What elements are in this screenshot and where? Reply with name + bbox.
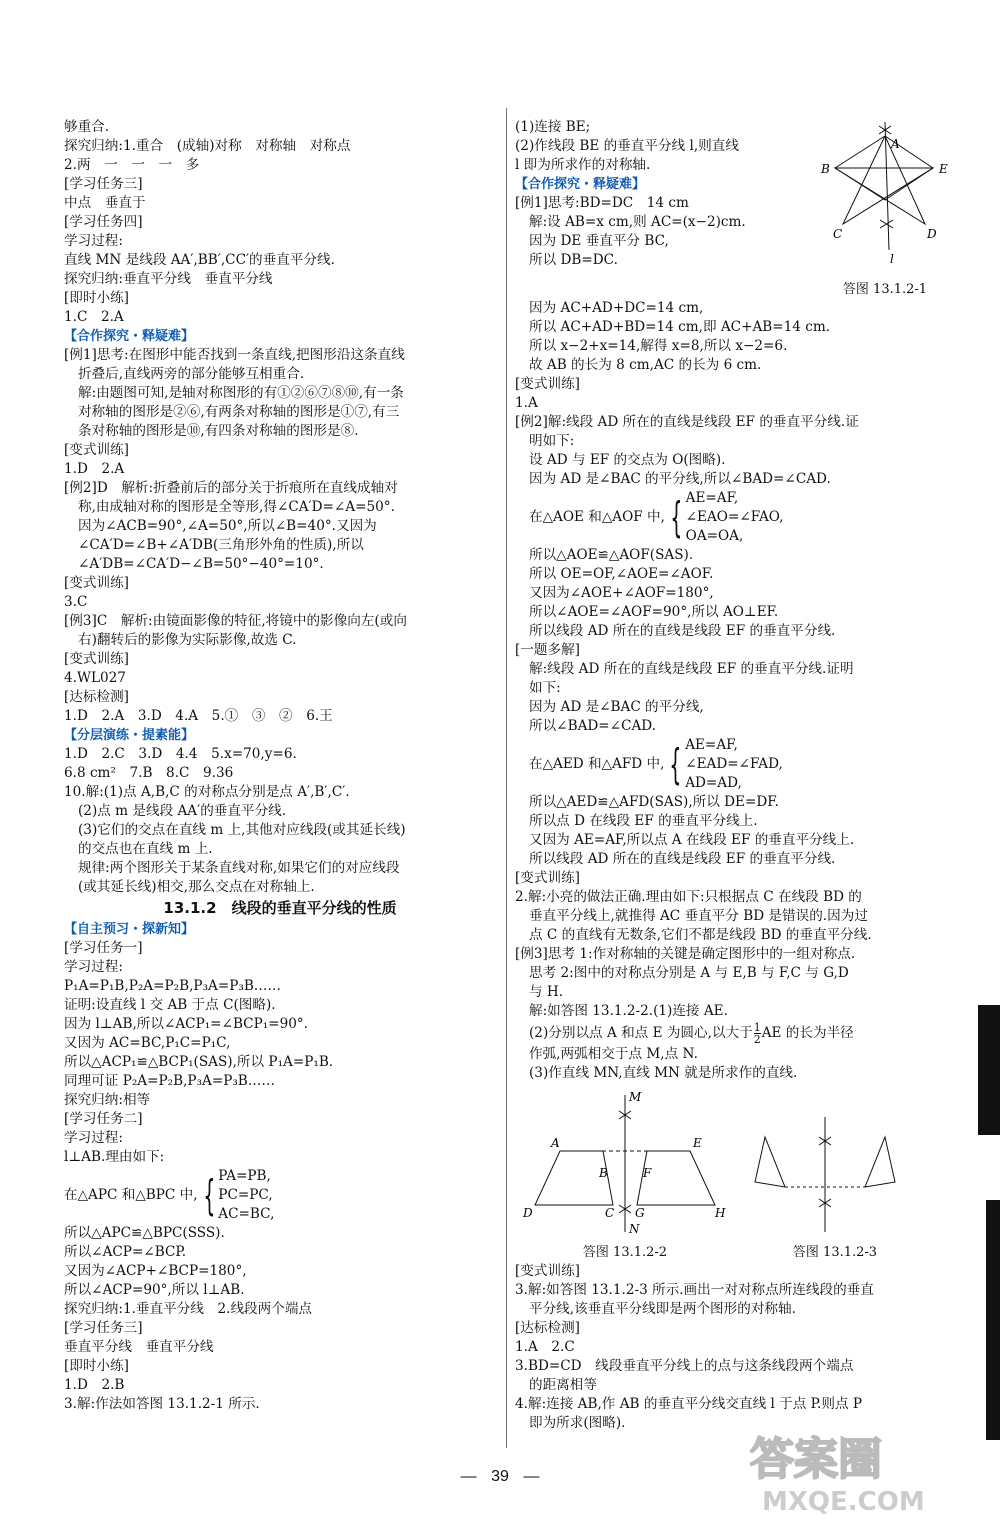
text-line: 所以△APC≌△BPC(SSS). (64, 1225, 225, 1241)
fraction-one-half (754, 1022, 761, 1045)
text-line: 所以 AC+AD+BD=14 cm,即 AC+AB=14 cm. (529, 319, 831, 335)
text-line: 所以点 D 在线段 EF 的垂直平分线上. (529, 813, 758, 829)
brace-line: OA=OA, (685, 528, 744, 544)
figure-caption: 答图 13.1.2-3 (792, 1245, 878, 1260)
text-line: 即为所求(图略). (529, 1415, 626, 1431)
text-line: 所以∠ACP=∠BCP. (64, 1244, 187, 1260)
text-line: [例3]C 解析:由镜面影像的特征,将镜中的影像向左(或向 (64, 613, 407, 629)
text-line: [达标检测] (515, 1320, 580, 1336)
text-line: 探究归纳:1.重合 (成轴)对称 对称轴 对称点 (64, 138, 351, 154)
text-line: 【分层演练・提素能】 (64, 728, 195, 743)
text-line: 所以 x−2+x=14,解得 x=8,所以 x−2=6. (529, 338, 788, 354)
brace-prefix: 在△AOE 和△AOF 中, (529, 509, 665, 525)
text-line: [变式训练] (64, 651, 129, 667)
text-line: 4.解:连接 AB,作 AB 的垂直平分线交直线 l 于点 P.则点 P (515, 1396, 863, 1412)
text-line: 点 C 的直线有无数条,它们不都是线段 BD 的垂直平分线. (529, 927, 872, 943)
text-line: 条对称轴的图形是⑩,有四条对称轴的图形是⑧. (78, 423, 359, 439)
fig2-label-c: C (605, 1206, 615, 1220)
fig2-label-g: G (635, 1206, 645, 1220)
fig2-label-m: M (629, 1090, 642, 1104)
text-line: 平分线,该垂直平分线即是两个图形的对称轴. (529, 1301, 796, 1317)
text-line: 与 H. (529, 984, 564, 1000)
text-line: [学习任务三] (64, 176, 143, 192)
right-block-2 (515, 299, 955, 489)
right-block-4 (515, 793, 955, 1021)
brace-line: AD=AD, (685, 775, 742, 791)
right-block-3 (515, 546, 955, 736)
brace-line: AE=AF, (685, 737, 738, 753)
text-line: 探究归纳:1.垂直平分线 2.线段两个端点 (64, 1301, 313, 1317)
text-line: 因为 l⊥AB,所以∠ACP₁=∠BCP₁=90°. (64, 1016, 308, 1032)
figure-13-1-2-3-drawing (735, 1087, 935, 1237)
text-line: 1.D 2.A (64, 461, 125, 477)
fraction-line-suffix: AE 的长为半径 (761, 1025, 854, 1041)
fraction-numerator: 1 (753, 1021, 761, 1034)
fig1-label-a: A (891, 137, 900, 151)
text-line: 所以∠AOE=∠AOF=90°,所以 AO⊥EF. (529, 604, 779, 620)
text-line: 如下: (529, 680, 561, 696)
text-line: [一题多解] (515, 642, 580, 658)
left-block-3 (64, 1224, 496, 1414)
text-line: l⊥AB.理由如下: (64, 1149, 165, 1165)
text-line: 1.D 2.C 3.D 4.4 5.x=70,y=6. (64, 746, 297, 762)
brace-line: AE=AF, (685, 490, 739, 506)
fig2-label-a: A (551, 1136, 560, 1150)
text-line: 学习过程: (64, 233, 123, 249)
text-line: 【合作探究・释疑难】 (515, 177, 646, 192)
text-line: ∠CA′D=∠B+∠A′DB(三角形外角的性质),所以 (78, 537, 364, 553)
brace-system-1 (64, 1167, 496, 1224)
left-brace-symbol: { (670, 492, 683, 542)
text-line: 规律:两个图形关于某条直线对称,如果它们的对应线段 (78, 860, 400, 876)
fig2-label-f: F (643, 1166, 652, 1180)
text-line: 同理可证 P₂A=P₂B,P₃A=P₃B…… (64, 1073, 275, 1089)
text-line: 解:如答图 13.1.2-2.(1)连接 AE. (529, 1003, 728, 1019)
text-line: [例3]思考 1:作对称轴的关键是确定图形中的一组对称点. (515, 946, 856, 962)
text-line: 因为 AC+AD+DC=14 cm, (529, 300, 704, 316)
text-line: 所以∠BAD=∠CAD. (529, 718, 657, 734)
text-line: (3)作直线 MN,直线 MN 就是所求作的直线. (529, 1065, 798, 1081)
text-line: 设 AD 与 EF 的交点为 O(图略). (529, 452, 726, 468)
brace-line: PC=PC, (218, 1187, 273, 1203)
fraction-denominator: 2 (753, 1033, 761, 1045)
figure-13-1-2-3 (735, 1087, 935, 1262)
text-line: 垂直平分线 垂直平分线 (64, 1339, 214, 1355)
text-line: 作弧,两弧相交于点 M,点 N. (529, 1046, 698, 1062)
text-line: 2.解:小亮的做法正确.理由如下:只根据点 C 在线段 BD 的 (515, 889, 862, 905)
brace-line: ∠EAD=∠FAD, (685, 756, 783, 772)
text-line: 探究归纳:相等 (64, 1092, 151, 1108)
page-edge-shadow (986, 1200, 1000, 1440)
text-line: 解:设 AB=x cm,则 AC=(x−2)cm. (529, 214, 746, 230)
left-block-2 (64, 920, 496, 1167)
page-number (455, 1468, 545, 1486)
text-line: 解:由题图可知,是轴对称图形的有①②⑥⑦⑧⑩,有一条 (78, 385, 404, 401)
fig2-label-b: B (599, 1166, 608, 1180)
text-line: 因为∠ACB=90°,∠A=50°,所以∠B=40°.又因为 (78, 518, 377, 534)
text-line: [变式训练] (515, 870, 580, 886)
text-line: 【合作探究・释疑难】 (64, 329, 195, 344)
text-line: (1)连接 BE; (515, 119, 591, 135)
text-line: 3.BD=CD 线段垂直平分线上的点与这条线段两个端点 (515, 1358, 854, 1374)
text-line: 又因为 AE=AF,所以点 A 在线段 EF 的垂直平分线上. (529, 832, 855, 848)
right-block-1 (515, 118, 815, 299)
page-edge-tab (978, 1005, 1000, 1135)
text-line: ∠A′DB=∠CA′D−∠B=50°−40°=10°. (78, 556, 324, 572)
fraction-line-prefix: (2)分别以点 A 和点 E 为圆心,以大于 (529, 1025, 753, 1041)
text-line: 1.D 2.B (64, 1377, 125, 1393)
watermark-drawing (742, 1422, 982, 1517)
fig2-label-e: E (693, 1136, 702, 1150)
page-number-value: 39 (491, 1468, 509, 1485)
text-line: 因为 DE 垂直平分 BC, (529, 233, 669, 249)
text-line: 学习过程: (64, 1130, 123, 1146)
text-line: 的交点也在直线 m 上. (78, 841, 213, 857)
text-line: 又因为∠ACP+∠BCP=180°, (64, 1263, 247, 1279)
text-line: (2)点 m 是线段 AA′的垂直平分线. (78, 803, 287, 819)
text-line: 3.解:作法如答图 13.1.2-1 所示. (64, 1396, 260, 1412)
section-title: 13.1.2 线段的垂直平分线的性质 (163, 899, 397, 917)
text-line: [例1]思考:BD=DC 14 cm (515, 195, 689, 211)
text-line: 又因为∠AOE+∠AOF=180°, (529, 585, 714, 601)
brace-line: PA=PB, (218, 1168, 271, 1184)
text-line: 3.C (64, 594, 88, 610)
right-column (515, 118, 955, 1433)
text-line: 探究归纳:垂直平分线 垂直平分线 (64, 271, 273, 287)
fig2-label-h: H (715, 1206, 726, 1220)
text-line: 1.A (515, 395, 538, 411)
text-line: [变式训练] (515, 1263, 580, 1279)
text-line: 所以 OE=OF,∠AOE=∠AOF. (529, 566, 714, 582)
brace-line: AC=BC, (218, 1206, 275, 1222)
text-line: 中点 垂直于 (64, 195, 146, 211)
right-block-6 (515, 1262, 955, 1433)
left-block-1 (64, 118, 496, 897)
text-line: 2.两 一 一 一 多 (64, 157, 200, 173)
figure-13-1-2-1 (815, 118, 955, 299)
text-line: 1.A 2.C (515, 1339, 575, 1355)
text-line: [学习任务四] (64, 214, 143, 230)
text-line: [变式训练] (515, 376, 580, 392)
text-line: 所以△ACP₁≌△BCP₁(SAS),所以 P₁A=P₁B. (64, 1054, 334, 1070)
fig1-label-d: D (927, 227, 937, 241)
fig1-label-l: l (890, 252, 894, 266)
text-line: 解:线段 AD 所在的直线是线段 EF 的垂直平分线.证明 (529, 661, 854, 677)
text-line: 所以△AOE≌△AOF(SAS). (529, 547, 694, 563)
brace-line: ∠EAO=∠FAO, (685, 509, 784, 525)
text-line: 所以 DB=DC. (529, 252, 618, 268)
text-line: [变式训练] (64, 575, 129, 591)
text-line: 所以△AED≌△AFD(SAS),所以 DE=DF. (529, 794, 779, 810)
text-line: l 即为所求作的对称轴. (515, 157, 651, 173)
text-line: 的距离相等 (529, 1377, 597, 1393)
text-line: [例1]思考:在图形中能否找到一条直线,把图形沿这条直线 (64, 347, 405, 363)
fig2-label-n: N (629, 1222, 640, 1236)
figure-13-1-2-2 (515, 1087, 735, 1262)
text-line: 够重合. (64, 119, 110, 135)
column-divider (506, 108, 507, 1448)
text-line: 学习过程: (64, 959, 123, 975)
text-line: 思考 2:图中的对称点分别是 A 与 E,B 与 F,C 与 G,D (529, 965, 849, 981)
left-column (64, 118, 496, 1414)
text-line: 称,由成轴对称的图形是全等形,得∠CA′D=∠A=50°. (78, 499, 395, 515)
brace-system-3 (515, 736, 955, 793)
text-line: [达标检测] (64, 689, 129, 705)
text-line: 故 AB 的长为 8 cm,AC 的长为 6 cm. (529, 357, 762, 373)
text-line: 所以线段 AD 所在的直线是线段 EF 的垂直平分线. (529, 623, 836, 639)
watermark-text-line1: 答案圈 (750, 1434, 882, 1485)
fig2-label-d: D (523, 1206, 533, 1220)
text-line: 所以∠ACP=90°,所以 l⊥AB. (64, 1282, 245, 1298)
text-line: P₁A=P₁B,P₂A=P₂B,P₃A=P₃B…… (64, 978, 281, 994)
text-line: 又因为 AC=BC,P₁C=P₁C, (64, 1035, 231, 1051)
text-line: [学习任务二] (64, 1111, 143, 1127)
text-line: 折叠后,直线两旁的部分能够互相重合. (78, 366, 305, 382)
figures-row (515, 1087, 955, 1262)
text-line: 明如下: (529, 433, 575, 449)
figure-caption: 答图 13.1.2-1 (842, 282, 928, 297)
text-line: 右)翻转后的影像为实际影像,故选 C. (78, 632, 297, 648)
text-line: (2)作线段 BE 的垂直平分线 l,则直线 (515, 138, 739, 154)
left-brace-symbol: { (202, 1170, 215, 1220)
text-line: [例2]D 解析:折叠前后的部分关于折痕所在直线成轴对 (64, 480, 398, 496)
brace-prefix: 在△AED 和△AFD 中, (529, 756, 665, 772)
page-mark-left: — (460, 1468, 477, 1485)
fig1-label-e: E (939, 162, 948, 176)
left-brace-symbol: { (669, 739, 682, 789)
text-line: [学习任务三] (64, 1320, 143, 1336)
text-line: [即时小练] (64, 1358, 129, 1374)
text-line: 直线 MN 是线段 AA′,BB′,CC′的垂直平分线. (64, 252, 335, 268)
fraction-line (515, 1021, 955, 1045)
figure-13-1-2-1-drawing (815, 118, 955, 278)
text-line: 垂直平分线上,就推得 AC 垂直平分 BD 是错误的.因为过 (529, 908, 868, 924)
fig1-label-c: C (833, 227, 843, 241)
brace-prefix: 在△APC 和△BPC 中, (64, 1187, 198, 1203)
watermark-text-line2: MXQE.COM (762, 1487, 925, 1517)
text-line: (3)它们的交点在直线 m 上,其他对应线段(或其延长线) (78, 822, 406, 838)
text-line: 6.8 cm² 7.B 8.C 9.36 (64, 765, 234, 781)
text-line: 因为 AD 是∠BAC 的平分线,所以∠BAD=∠CAD. (529, 471, 831, 487)
text-line: 4.WL027 (64, 670, 126, 686)
text-line: 【自主预习・探新知】 (64, 922, 195, 937)
text-line: 所以线段 AD 所在的直线是线段 EF 的垂直平分线. (529, 851, 836, 867)
watermark-logo (742, 1422, 982, 1517)
fig1-label-b: B (821, 162, 830, 176)
text-line: 因为 AD 是∠BAC 的平分线, (529, 699, 704, 715)
text-line: 10.解:(1)点 A,B,C 的对称点分别是点 A′,B′,C′. (64, 784, 350, 800)
text-line: (或其延长线)相交,那么交点在对称轴上. (78, 879, 315, 895)
text-line: 1.D 2.A 3.D 4.A 5.① ③ ② 6.王 (64, 708, 333, 724)
right-block-5 (515, 1045, 955, 1083)
right-top-with-figure (515, 118, 955, 299)
figure-13-1-2-2-drawing (515, 1087, 735, 1237)
text-line: 对称轴的图形是②⑥,有两条对称轴的图形是①⑦,有三 (78, 404, 400, 420)
page-mark-right: — (523, 1468, 540, 1485)
text-line: [变式训练] (64, 442, 129, 458)
text-line: [即时小练] (64, 290, 129, 306)
text-line: 3.解:如答图 13.1.2-3 所示.画出一对对称点所连线段的垂直 (515, 1282, 874, 1298)
text-line: 1.C 2.A (64, 309, 124, 325)
brace-system-2 (515, 489, 955, 546)
text-line: [学习任务一] (64, 940, 143, 956)
figure-caption: 答图 13.1.2-2 (582, 1245, 668, 1260)
text-line: 证明:设直线 l 交 AB 于点 C(图略). (64, 997, 276, 1013)
text-line: [例2]解:线段 AD 所在的直线是线段 EF 的垂直平分线.证 (515, 414, 859, 430)
